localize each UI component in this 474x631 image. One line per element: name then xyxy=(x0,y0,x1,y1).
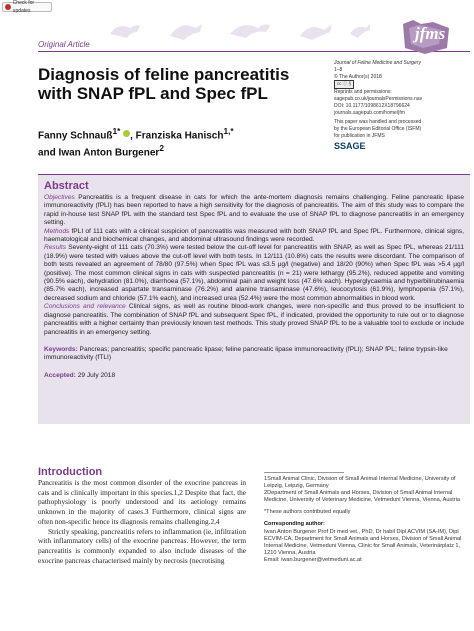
accepted-date: Accepted: 29 July 2018 xyxy=(44,371,116,379)
corresponding-author-label: Corresponding author: xyxy=(264,521,325,528)
jfms-logo-text: jfms xyxy=(415,24,446,43)
intro-paragraph-1: Pancreatitis is the most common disorder of the exocrine pancreas in cats and is clinically important in this species.1,2 Despite that fact, the pathophysiology is poorly understood and its aetiology remains unknown in the majority of cases.3 Furthermore, clinical signs are often non-specific hence its diagnosis remains challenging.2,4 xyxy=(38,478,246,526)
check-for-updates-badge[interactable] xyxy=(2,2,52,12)
editorial-note-1: This paper was handled and processed xyxy=(334,119,422,126)
journal-meta xyxy=(334,60,466,150)
sage-logo: SSAGE xyxy=(334,140,366,151)
author-1[interactable]: Fanny Schnauß xyxy=(38,130,113,142)
editorial-note-3: for publication in JFMS xyxy=(334,132,385,139)
abstract-conclusions: Conclusions and relevance Clinical signs, as well as routine blood-work changes, were non-specific and thus proved to be insufficient to diagnose pancreatitis. The combination of SNAP fPL and subsequent Spec fPL, if indicated, provided the opportunity to rule out or to diagnose pancreatitis with a higher certainty than previously known test methods. This study proved SNAP fPL to be a valuable tool to exclude or include pancreatitis in an emergency setting. xyxy=(44,303,464,336)
corresponding-author-email[interactable]: Email: iwan.burgener@vetmeduni.ac.at xyxy=(264,556,362,563)
author-1-sup: 1* xyxy=(112,126,121,136)
abstract-heading: Abstract xyxy=(44,180,89,192)
abstract-objectives: Objectives Pancreatitis is a frequent disease in cats for which the ante-mortem diagnosis remains challenging. Feline pancreatic lipase immunoreactivity (fPLI) has been reported to have a high sensitivity for the diagnosis of pancreatitis. The aim of this study was to compare the rapid in-house test SNAP fPL with the standard test Spec fPL and to evaluate the use of SNAP fPL to diagnose pancreatitis in an emergency setting. xyxy=(44,194,464,227)
corresponding-author-details: Iwan Anton Burgener Prof Dr med vet., PhD, Dr habil Dipl ACVIM (SA-IM), Dipl ECVIM-CA, Department for Small Animals and Horses, Division of Small Animal Internal Medicine, Vetmeduni Vienna, Clinic for Small Animals, Veterinärplatz 1, 1210 Vienna, Austria xyxy=(264,528,462,556)
abstract-results: Results Seventy-eight of 111 cats (70.3%) were tested below the cut-off level for pancreatitis with SNAP, as well as Spec fPL, whereas 21/111 (18.9%) were tested with values above the cut-off level with both tests. In 12/111 (10.8%) cats the results were discordant. The comparison of both tests revealed an agreement of 78/80 (97.5%) when Spec fPL was ≤3.5 µg/l (negative) and 18/20 (90%) when Spec fPL was >5.4 µg/l (positive). The most common clinical signs in cats with suspected pancreatitis (n = 21) were lethargy (95.2%), reduced appetite and vomiting (90.5% each), dehydration (81.0%), diarrhoea (57.1%), abdominal pain and weight loss (47.6% each). Hyperglycaemia and hyperbilirubinaemia (85.7% each), increased aspartate transaminase (76.2%) and alanine transaminase (47.6%), leucocytosis (61.9%), lymphopenia (57.1%), decreased sodium and chloride (57.1% each), and increased urea (52.4%) were the most common abnormalities in blood work. xyxy=(44,244,464,302)
author-list xyxy=(38,125,318,160)
affiliation-1: 1Small Animal Clinic, Division of Small Animal Internal Medicine, University of Leipzig, Leipzig, Germany xyxy=(264,476,456,490)
reprints-label: Reprints and permissions: xyxy=(334,89,392,96)
abstract-methods: Methods fPLI of 111 cats with a clinical suspicion of pancreatitis was measured with both SNAP fPL and Spec fPL. Furthermore, clinical signs, haematological and biochemical changes, and abdominal ultrasound findings were recorded. xyxy=(44,227,464,244)
article-title: Diagnosis of feline pancreatitis with SNAP fPL and Spec fPL xyxy=(38,65,290,103)
abstract-box xyxy=(38,174,470,424)
author-3-sup: 2 xyxy=(159,143,164,154)
reprints-link[interactable]: sagepub.co.uk/journalsPermissions.nav xyxy=(334,95,423,102)
cc-license-icon[interactable]: cc ⓘ § xyxy=(334,80,354,89)
check-for-updates-label: Check for updates xyxy=(12,0,35,14)
doi[interactable]: DOI: 10.1177/1098612X18796624 xyxy=(334,102,410,109)
affiliation-2: 2Department of Small Animals and Horses, Division of Small Animal Internal Medicine, University of Veterinary Medicine, Vetmeduni Vienna, Vienna, Austria xyxy=(264,490,460,504)
article-type-label: Original Article xyxy=(38,40,90,49)
keywords: Keywords: Pancreas; pancreatitis; specific pancreatic lipase; feline pancreatic lipase immunoreactivity (fPLI); SNAP fPL; feline trypsin-like immunoreactivity (fTLI) xyxy=(44,345,448,362)
introduction-heading: Introduction xyxy=(38,466,103,478)
intro-paragraph-2: Strictly speaking, pancreatitis refers to inflammation (ie, infiltration with inflammatory cells) of the exocrine pancreas. However, the term pancreatitis is commonly expanded to also include diseases of the exocrine pancreas characterised mainly by necrosis (necrotising xyxy=(38,526,246,565)
introduction-body xyxy=(38,478,246,565)
affiliations xyxy=(264,476,470,564)
copyright: © The Author(s) 2018 xyxy=(334,73,382,80)
author-3[interactable]: and Iwan Anton Burgener xyxy=(38,147,160,159)
update-icon xyxy=(5,4,11,10)
editorial-note-2: by the European Editorial Office (ISFM) xyxy=(334,126,422,133)
journal-name: Journal of Feline Medicine and Surgery xyxy=(334,60,421,66)
page-range: 1–8 xyxy=(334,66,343,73)
journal-url[interactable]: journals.sagepub.com/home/jfm xyxy=(334,109,405,116)
author-2-sup: 1,* xyxy=(223,126,234,136)
affiliation-divider xyxy=(264,472,344,473)
author-2[interactable]: , Franziska Hanisch xyxy=(130,130,224,142)
equal-contribution-note: *These authors contributed equally xyxy=(264,509,351,516)
